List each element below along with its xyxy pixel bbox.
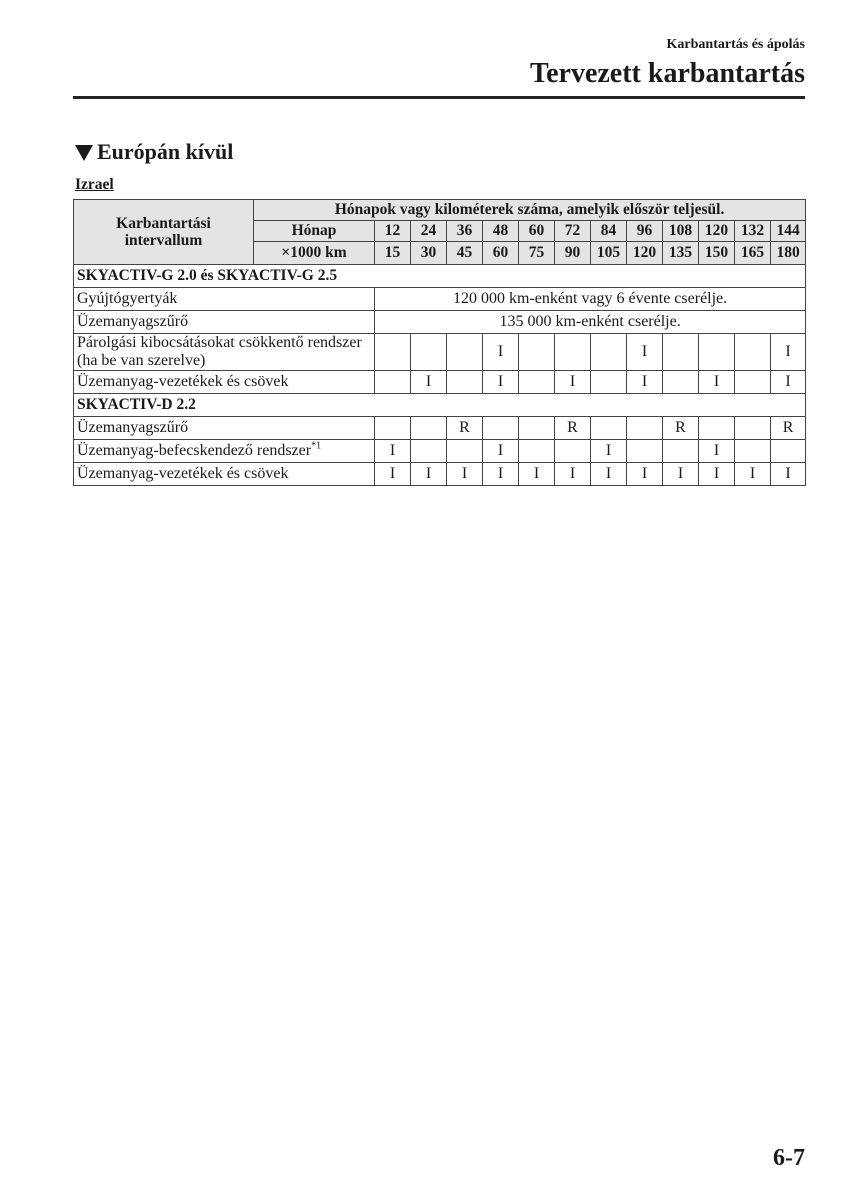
month-header-cell: 12 (375, 221, 411, 242)
month-header-cell: 144 (771, 221, 806, 242)
interval-cell (627, 439, 663, 462)
interval-cell: I (699, 439, 735, 462)
interval-cell (519, 334, 555, 371)
region-label: Izrael (75, 176, 114, 193)
item-label: Üzemanyag-vezetékek és csövek (77, 464, 289, 482)
km-label: ×1000 km (254, 242, 375, 265)
interval-cell: I (771, 370, 806, 393)
schedule-body (74, 265, 806, 486)
interval-cell: I (483, 439, 519, 462)
engine-group-row (74, 393, 806, 416)
interval-cell (735, 370, 771, 393)
interval-cell (375, 416, 411, 439)
interval-cell: I (555, 370, 591, 393)
item-label: Üzemanyag-befecskendező rendszer (77, 441, 312, 459)
km-header-cell: 165 (735, 242, 771, 265)
month-header-cell: 120 (699, 221, 735, 242)
interval-cell (627, 416, 663, 439)
interval-cell: R (555, 416, 591, 439)
interval-cell: I (411, 462, 447, 485)
interval-cell: I (483, 370, 519, 393)
interval-cell (519, 370, 555, 393)
interval-cell (555, 334, 591, 371)
item-cell (74, 439, 375, 462)
interval-cell: I (627, 370, 663, 393)
interval-cell (375, 370, 411, 393)
item-label: Gyújtógyertyák (77, 290, 178, 308)
interval-cell (735, 416, 771, 439)
item-label: Párolgási kibocsátásokat csökkentő rendszer (ha be van szerelve) (77, 334, 362, 369)
interval-cell (447, 439, 483, 462)
interval-cell (411, 416, 447, 439)
interval-cell: I (627, 334, 663, 371)
engine-group-heading: SKYACTIV-D 2.2 (74, 393, 806, 416)
interval-cell (411, 334, 447, 371)
interval-cell: I (699, 370, 735, 393)
month-header-cell: 36 (447, 221, 483, 242)
item-label: Üzemanyag-vezetékek és csövek (77, 372, 289, 390)
interval-cell: R (447, 416, 483, 439)
interval-cell: I (447, 462, 483, 485)
interval-cell (591, 334, 627, 371)
interval-cell: I (375, 462, 411, 485)
km-header-cell: 105 (591, 242, 627, 265)
km-header-cell: 150 (699, 242, 735, 265)
km-header-cell: 75 (519, 242, 555, 265)
schedule-row (74, 334, 806, 371)
item-cell (74, 416, 375, 439)
table-header-row (74, 200, 806, 221)
title-rule (73, 96, 805, 99)
engine-group-row (74, 265, 806, 288)
month-header-cell: 96 (627, 221, 663, 242)
item-label: Üzemanyagszűrő (77, 418, 189, 436)
interval-cell: R (771, 416, 806, 439)
interval-cell (447, 370, 483, 393)
interval-cell (699, 416, 735, 439)
interval-cell (735, 334, 771, 371)
schedule-row (74, 288, 806, 311)
schedule-row (74, 416, 806, 439)
month-header-cell: 132 (735, 221, 771, 242)
interval-span-header: Hónapok vagy kilométerek száma, amelyik először teljesül. (254, 200, 806, 221)
km-header-cell: 180 (771, 242, 806, 265)
running-head: Karbantartás és ápolás (666, 37, 805, 52)
interval-cell (375, 334, 411, 371)
interval-corner-header (74, 200, 254, 265)
interval-cell (411, 439, 447, 462)
km-header-cell: 120 (627, 242, 663, 265)
interval-cell: I (663, 462, 699, 485)
interval-cell: I (483, 334, 519, 371)
interval-cell: I (771, 334, 806, 371)
subsection-title: Európán kívül (97, 139, 234, 164)
interval-cell: I (735, 462, 771, 485)
km-header-cell: 45 (447, 242, 483, 265)
subsection-heading (75, 140, 233, 164)
interval-cell (555, 439, 591, 462)
schedule-row (74, 370, 806, 393)
schedule-row (74, 439, 806, 462)
interval-cell (591, 370, 627, 393)
interval-cell: I (375, 439, 411, 462)
interval-cell (663, 439, 699, 462)
engine-group-heading: SKYACTIV-G 2.0 és SKYACTIV-G 2.5 (74, 265, 806, 288)
item-cell (74, 462, 375, 485)
interval-cell: I (699, 462, 735, 485)
interval-cell: I (519, 462, 555, 485)
interval-cell: I (555, 462, 591, 485)
interval-cell: I (591, 462, 627, 485)
interval-cell (771, 439, 806, 462)
interval-cell (447, 334, 483, 371)
interval-cell: I (771, 462, 806, 485)
interval-note: 135 000 km-enként cserélje. (375, 311, 806, 334)
month-header-cell: 84 (591, 221, 627, 242)
interval-cell (663, 370, 699, 393)
interval-corner-label: Karbantartási intervallum (116, 214, 211, 249)
interval-cell: R (663, 416, 699, 439)
interval-cell (663, 334, 699, 371)
month-header-cell: 72 (555, 221, 591, 242)
page-number: 6-7 (773, 1145, 805, 1171)
month-header-cell: 24 (411, 221, 447, 242)
item-cell (74, 311, 375, 334)
item-label: Üzemanyagszűrő (77, 313, 189, 331)
triangle-down-icon (75, 145, 93, 161)
months-label: Hónap (254, 221, 375, 242)
interval-cell: I (411, 370, 447, 393)
schedule-row (74, 311, 806, 334)
km-header-cell: 15 (375, 242, 411, 265)
interval-cell (735, 439, 771, 462)
interval-cell (591, 416, 627, 439)
km-header-cell: 30 (411, 242, 447, 265)
interval-cell: I (591, 439, 627, 462)
month-header-cell: 60 (519, 221, 555, 242)
km-header-cell: 90 (555, 242, 591, 265)
item-cell (74, 334, 375, 371)
km-header-cell: 135 (663, 242, 699, 265)
km-header-cell: 60 (483, 242, 519, 265)
interval-note: 120 000 km-enként vagy 6 évente cserélje. (375, 288, 806, 311)
interval-cell (699, 334, 735, 371)
item-cell (74, 288, 375, 311)
interval-cell: I (483, 462, 519, 485)
interval-cell (483, 416, 519, 439)
item-cell (74, 370, 375, 393)
month-header-cell: 108 (663, 221, 699, 242)
maintenance-schedule-table (73, 199, 806, 486)
page-title: Tervezett karbantartás (529, 58, 805, 89)
schedule-row (74, 462, 806, 485)
interval-cell: I (627, 462, 663, 485)
interval-cell (519, 439, 555, 462)
interval-cell (519, 416, 555, 439)
footnote-marker: *1 (311, 440, 322, 452)
month-header-cell: 48 (483, 221, 519, 242)
